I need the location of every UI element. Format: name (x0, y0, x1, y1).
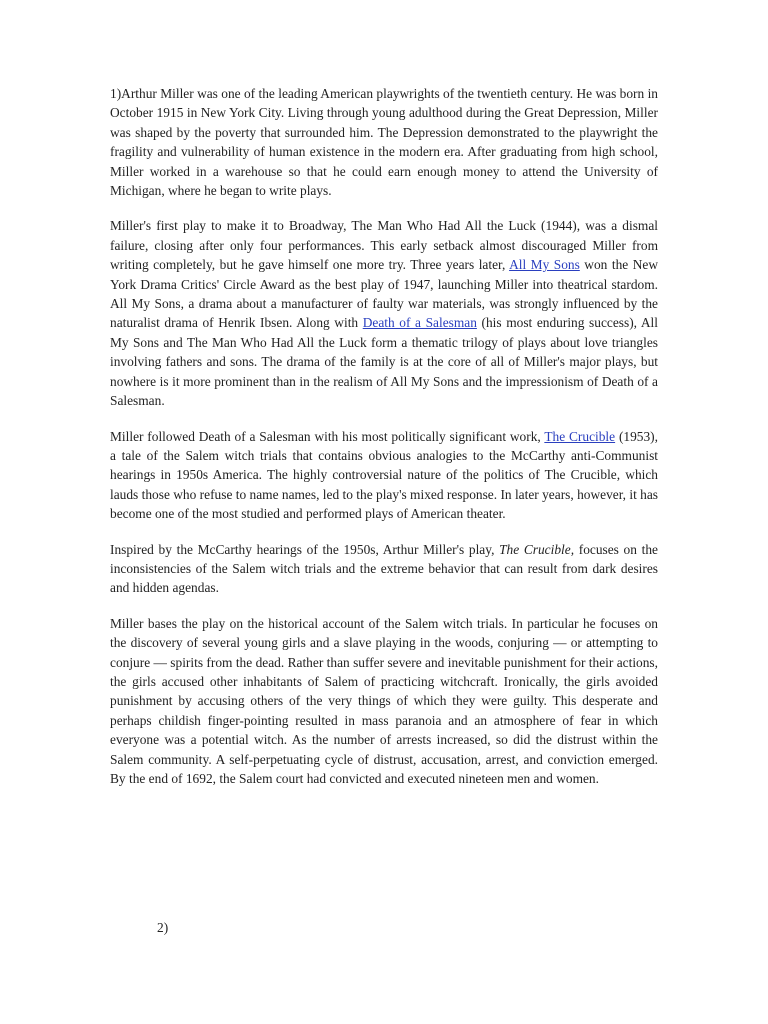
paragraph-text: (his most enduring success), All My Sons and The Man Who Had All the Luck form a thematic trilogy of plays about love triangles involving fathers and sons. The drama of the family is at the core of all of Miller's major plays, but nowhere is it more prominent than in the realism of All My Sons and the impressionism of Death of a Salesman. (110, 315, 658, 409)
paragraph-text: Miller's first play to make it to Broadway, The Man Who Had All the Luck (1944), was a dismal failure, closing after only four performances. This early setback almost discouraged Miller from writing completely, but he gave himself one more try. Three years later, (110, 218, 658, 273)
paragraph-early-plays (110, 216, 658, 410)
paragraph-text: (1953), a tale of the Salem witch trials that contains obvious analogies to the McCarthy anti-Communist hearings in 1950s America. The highly controversial nature of the politics of The Crucible, which lauds those who refuse to name names, led to the play's mixed response. In later years, however, it has become one of the most studied and performed plays of American theater. (110, 428, 658, 522)
paragraph-text: won the New York Drama Critics' Circle Award as the best play of 1947, launching Miller into theatrical stardom. All My Sons, a drama about a manufacturer of faulty war materials, was strongly influenced by the naturalist drama of Henrik Ibsen. Along with (110, 257, 658, 331)
paragraph-text: Miller followed Death of a Salesman with his most politically significant work, (110, 428, 545, 444)
paragraph-text: focuses on the inconsistencies of the Salem witch trials and the extreme behavior that can result from dark desires and hidden agendas. (110, 541, 658, 596)
paragraph-crucible-intro (110, 427, 658, 524)
document-body (110, 84, 658, 804)
paragraph-mccarthy (110, 540, 658, 598)
link-death-of-a-salesman[interactable]: Death of a Salesman (362, 315, 477, 331)
link-all-my-sons[interactable]: All My Sons (509, 257, 580, 273)
paragraph-text: Inspired by the McCarthy hearings of the 1950s, Arthur Miller's play, (110, 541, 500, 557)
paragraph-biography: 1)Arthur Miller was one of the leading American playwrights of the twentieth century. He was born in October 1915 in New York City. Living through young adulthood during the Great Depression, Miller was shaped by the poverty that surrounded him. The Depression demonstrated to the playwright the fragility and vulnerability of human existence in the modern era. After graduating from high school, Miller worked in a warehouse so that he could earn enough money to attend the University of Michigan, where he began to write plays. (110, 86, 658, 199)
section-number: 2) (157, 920, 169, 935)
paragraph-salem-trials: Miller bases the play on the historical account of the Salem witch trials. In particular he focuses on the discovery of several young girls and a slave playing in the woods, conjuring — or attempting to conjure — spirits from the dead. Rather than suffer severe and inevitable punishment for their actions, the girls accused other inhabitants of Salem of practicing witchcraft. Ironically, the girls avoided punishment by accusing others of the very things of which they were guilty. This desperate and perhaps childish finger-pointing resulted in mass paranoia and an atmosphere of fear in which everyone was a potential witch. As the number of arrests increased, so did the distrust within the Salem community. A self-perpetuating cycle of distrust, accusation, arrest, and conviction emerged. By the end of 1692, the Salem court had convicted and executed nineteen men and women. (110, 615, 658, 786)
link-the-crucible[interactable]: The Crucible (544, 428, 616, 444)
italic-title-the-crucible: The Crucible, (499, 541, 575, 557)
